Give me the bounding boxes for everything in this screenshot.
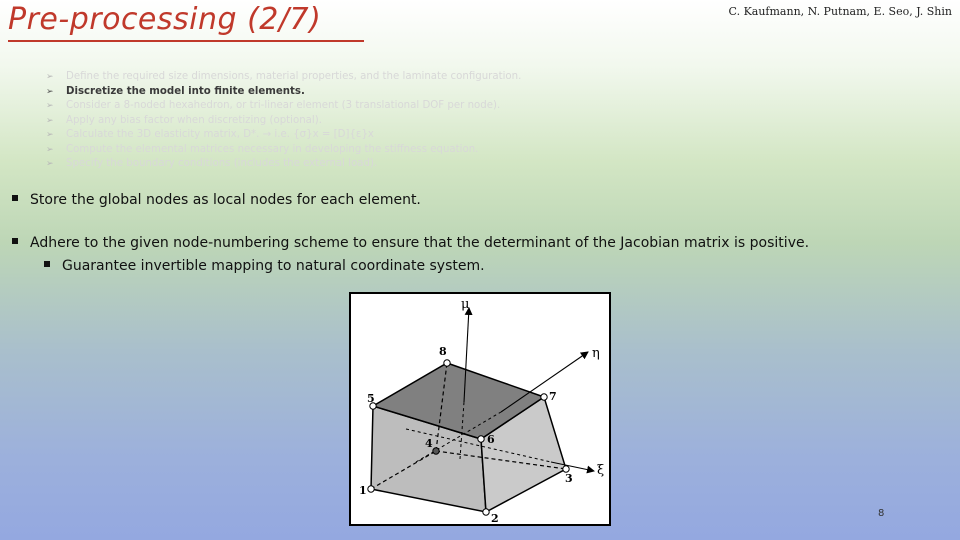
mu-axis-label: μ — [461, 297, 470, 312]
node-1-label: 1 — [359, 484, 367, 497]
eta-axis-label: η — [592, 346, 600, 361]
step-item — [46, 128, 521, 143]
step-list — [46, 70, 521, 172]
arrow-bullet-icon: ➢ — [46, 159, 54, 169]
step-text: Discretize the model into finite elements. — [66, 85, 305, 97]
node-6 — [478, 436, 484, 442]
arrow-bullet-icon: ➢ — [46, 86, 54, 97]
step-text: Specify the boundary conditions (includes the external load). — [66, 158, 378, 169]
bullet-store-nodes — [12, 192, 421, 208]
sub-bullet-mapping — [44, 258, 485, 274]
arrow-bullet-icon: ➢ — [46, 101, 54, 111]
step-item-active — [46, 85, 521, 100]
hexahedron-diagram — [351, 294, 609, 524]
arrow-bullet-icon: ➢ — [46, 72, 54, 82]
step-text: Consider a 8-noded hexahedron, or tri-linear element (3 translational DOF per node). — [66, 100, 501, 111]
node-3-label: 3 — [565, 472, 573, 485]
bullet-text: Adhere to the given node-numbering scheme to ensure that the determinant of the Jacobian matrix is positive. — [30, 235, 810, 251]
slide-title: Pre-processing (2/7) — [8, 2, 322, 37]
square-bullet-icon — [44, 261, 50, 267]
node-5-label: 5 — [367, 392, 375, 405]
arrow-bullet-icon: ➢ — [46, 115, 54, 126]
node-7-label: 7 — [549, 390, 557, 403]
step-text: Calculate the 3D elasticity matrix, D*. → i.e. {σ}x = [D]{ε}x — [66, 129, 374, 140]
node-8-label: 8 — [439, 345, 447, 358]
bullet-text: Guarantee invertible mapping to natural coordinate system. — [62, 258, 485, 274]
node-7 — [541, 394, 547, 400]
step-item — [46, 99, 521, 114]
step-item — [46, 114, 521, 129]
title-underline — [8, 40, 364, 42]
bullet-node-numbering — [12, 235, 809, 251]
step-text: Compute the elemental matrices necessary in developing the stiffness equation. — [66, 143, 479, 155]
xi-axis-label: ξ — [597, 463, 605, 478]
node-1 — [368, 486, 374, 492]
step-text: Define the required size dimensions, material properties, and the laminate configuration. — [66, 71, 522, 82]
node-6-label: 6 — [487, 433, 495, 446]
author-list: C. Kaufmann, N. Putnam, E. Seo, J. Shin — [728, 5, 952, 18]
step-text: Apply any bias factor when discretizing (optional). — [66, 114, 322, 126]
square-bullet-icon — [12, 238, 18, 244]
arrow-bullet-icon: ➢ — [46, 144, 54, 155]
page-number: 8 — [878, 508, 885, 519]
step-item — [46, 157, 521, 172]
hexahedron-figure — [349, 292, 611, 526]
square-bullet-icon — [12, 195, 18, 201]
node-2 — [483, 509, 489, 515]
node-2-label: 2 — [491, 512, 499, 524]
node-4-label: 4 — [425, 437, 433, 450]
bullet-text: Store the global nodes as local nodes for each element. — [30, 192, 421, 208]
node-4 — [433, 448, 439, 454]
step-item — [46, 143, 521, 158]
step-item — [46, 70, 521, 85]
arrow-bullet-icon: ➢ — [46, 130, 54, 140]
node-8 — [444, 360, 450, 366]
